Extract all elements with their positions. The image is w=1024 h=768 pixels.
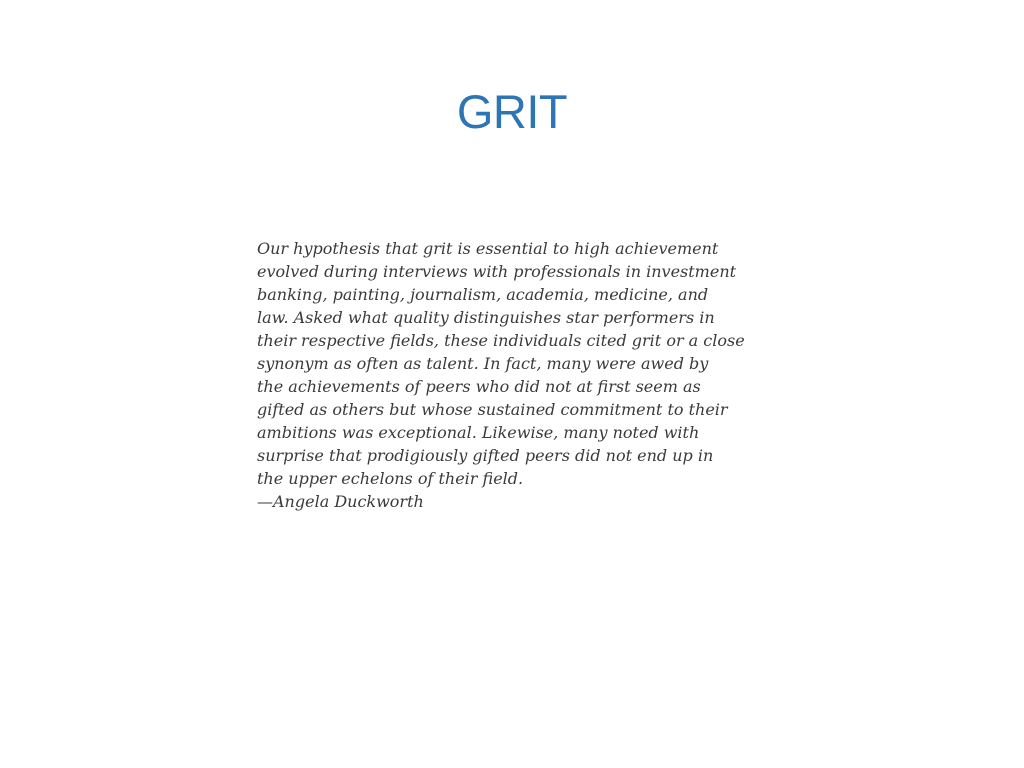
quote-line: the upper echelons of their field. [257, 469, 524, 488]
quote-line: synonym as often as talent. In fact, many were awed by [257, 354, 709, 373]
quote-line: the achievements of peers who did not at first seem as [257, 377, 701, 396]
quote-line: ambitions was exceptional. Likewise, many noted with [257, 423, 700, 442]
quote-line: Our hypothesis that grit is essential to high achievement [257, 239, 719, 258]
quote-line: law. Asked what quality distinguishes star performers in [257, 308, 715, 327]
quote-line: surprise that prodigiously gifted peers did not end up in [257, 446, 714, 465]
quote-line: banking, painting, journalism, academia, medicine, and [257, 285, 709, 304]
slide-title: GRIT [456, 85, 568, 138]
quote-block [257, 237, 777, 513]
quote-line: their respective fields, these individuals cited grit or a close [257, 331, 745, 350]
quote-line: gifted as others but whose sustained commitment to their [257, 400, 728, 419]
quote-attribution: —Angela Duckworth [257, 492, 424, 511]
quote-line: evolved during interviews with professionals in investment [257, 262, 737, 281]
